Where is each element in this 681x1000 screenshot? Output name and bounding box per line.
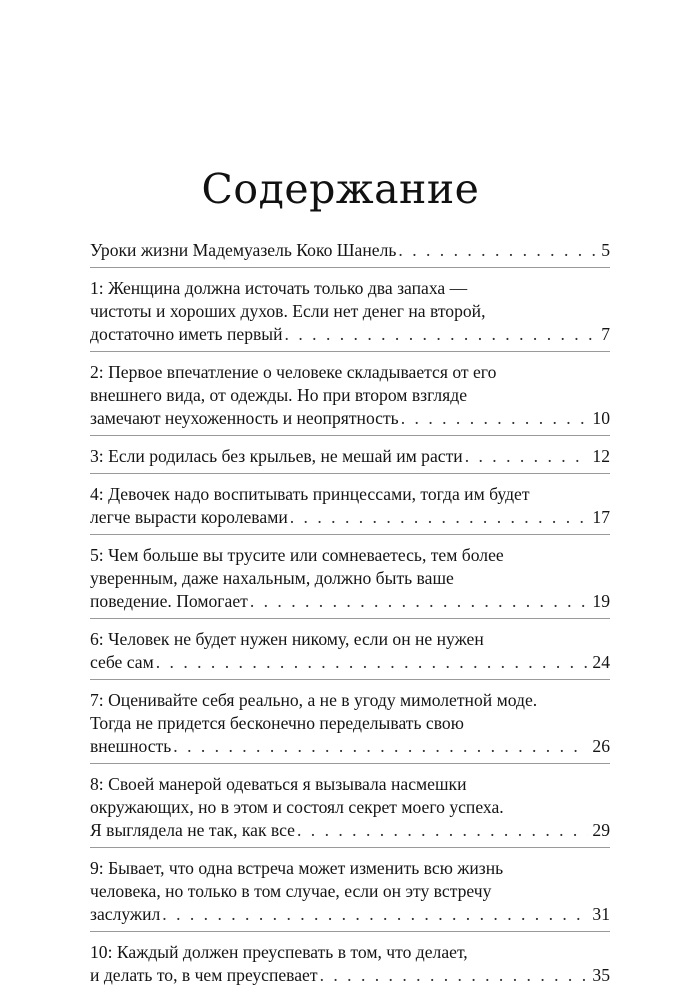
- dot-leader: [320, 964, 589, 987]
- toc-entry-title-line: Тогда не придется бесконечно переделывать свою: [90, 713, 464, 733]
- toc-entry-title-line: и делать то, в чем преуспевает: [90, 965, 318, 985]
- toc-entry-title-line: 10: Каждый должен преуспевать в том, что делает,: [90, 942, 468, 962]
- toc-entry-chapter-1[interactable]: [90, 267, 610, 346]
- toc-entry-title-line: 1: Женщина должна источать только два запаха —: [90, 278, 468, 298]
- toc-page-number: 26: [592, 736, 610, 756]
- table-of-contents: [90, 239, 610, 987]
- toc-entry-title-line: достаточно иметь первый: [90, 324, 283, 344]
- toc-entry-title-line: 7: Оценивайте себя реально, а не в угоду мимолетной моде.: [90, 690, 538, 710]
- toc-entry-title: Уроки жизни Мадемуазель Коко Шанель: [90, 240, 397, 260]
- toc-entry-title-line: внешнего вида, от одежды. Но при втором взгляде: [90, 385, 468, 405]
- toc-page-number: 31: [592, 904, 610, 924]
- toc-entry-title-line: 6: Человек не будет нужен никому, если он не нужен: [90, 629, 484, 649]
- toc-page-number: 5: [601, 240, 610, 260]
- dot-leader: [173, 735, 588, 758]
- toc-entry-title-line: себе сам: [90, 652, 154, 672]
- page-title: Содержание: [201, 165, 480, 214]
- toc-entry-chapter-10[interactable]: [90, 931, 610, 987]
- toc-entry-chapter-4[interactable]: [90, 473, 610, 529]
- toc-entry-title-line: замечают неухоженность и неопрятность: [90, 408, 399, 428]
- toc-page-number: 24: [592, 652, 610, 672]
- toc-entry-title-line: заслужил: [90, 904, 161, 924]
- dot-leader: [162, 903, 588, 926]
- toc-page-number: 7: [601, 324, 610, 344]
- toc-entry-title-line: внешность: [90, 736, 172, 756]
- toc-entry-title-line: Я выглядела не так, как все: [90, 820, 295, 840]
- toc-entry-chapter-5[interactable]: [90, 534, 610, 613]
- dot-leader: [297, 819, 588, 842]
- toc-entry-title-line: окружающих, но в этом и состоял секрет моего успеха.: [90, 797, 504, 817]
- toc-entry-chapter-3[interactable]: [90, 435, 610, 468]
- toc-entry-chapter-7[interactable]: [90, 679, 610, 758]
- toc-entry-title-line: поведение. Помогает: [90, 591, 248, 611]
- toc-entry-title-line: уверенным, даже нахальным, должно быть ваше: [90, 568, 454, 588]
- toc-entry-chapter-2[interactable]: [90, 351, 610, 430]
- toc-entry-title-line: 5: Чем больше вы трусите или сомневаетесь, тем более: [90, 545, 504, 565]
- toc-entry-title-line: 2: Первое впечатление о человеке складывается от его: [90, 362, 497, 382]
- dot-leader: [465, 445, 589, 468]
- dot-leader: [401, 407, 589, 430]
- toc-entry-title-line: чистоты и хороших духов. Если нет денег на второй,: [90, 301, 486, 321]
- toc-page-number: 17: [592, 507, 610, 527]
- dot-leader: [156, 651, 589, 674]
- dot-leader: [290, 506, 589, 529]
- dot-leader: [398, 239, 597, 262]
- dot-leader: [250, 590, 589, 613]
- toc-page-number: 19: [592, 591, 610, 611]
- toc-entry-chapter-9[interactable]: [90, 847, 610, 926]
- toc-entry-intro[interactable]: [90, 239, 610, 262]
- toc-entry-title-line: 8: Своей манерой одеваться я вызывала насмешки: [90, 774, 467, 794]
- toc-entry-title-line: 3: Если родилась без крыльев, не мешай им расти: [90, 446, 463, 466]
- toc-entry-chapter-8[interactable]: [90, 763, 610, 842]
- toc-page-number: 12: [592, 446, 610, 466]
- toc-entry-chapter-6[interactable]: [90, 618, 610, 674]
- toc-page-number: 35: [592, 965, 610, 985]
- toc-page-number: 10: [592, 408, 610, 428]
- toc-entry-title-line: человека, но только в том случае, если он эту встречу: [90, 881, 492, 901]
- dot-leader: [285, 323, 598, 346]
- toc-entry-title-line: 9: Бывает, что одна встреча может изменить всю жизнь: [90, 858, 504, 878]
- toc-entry-title-line: легче вырасти королевами: [90, 507, 288, 527]
- toc-entry-title-line: 4: Девочек надо воспитывать принцессами, тогда им будет: [90, 484, 530, 504]
- toc-page-number: 29: [592, 820, 610, 840]
